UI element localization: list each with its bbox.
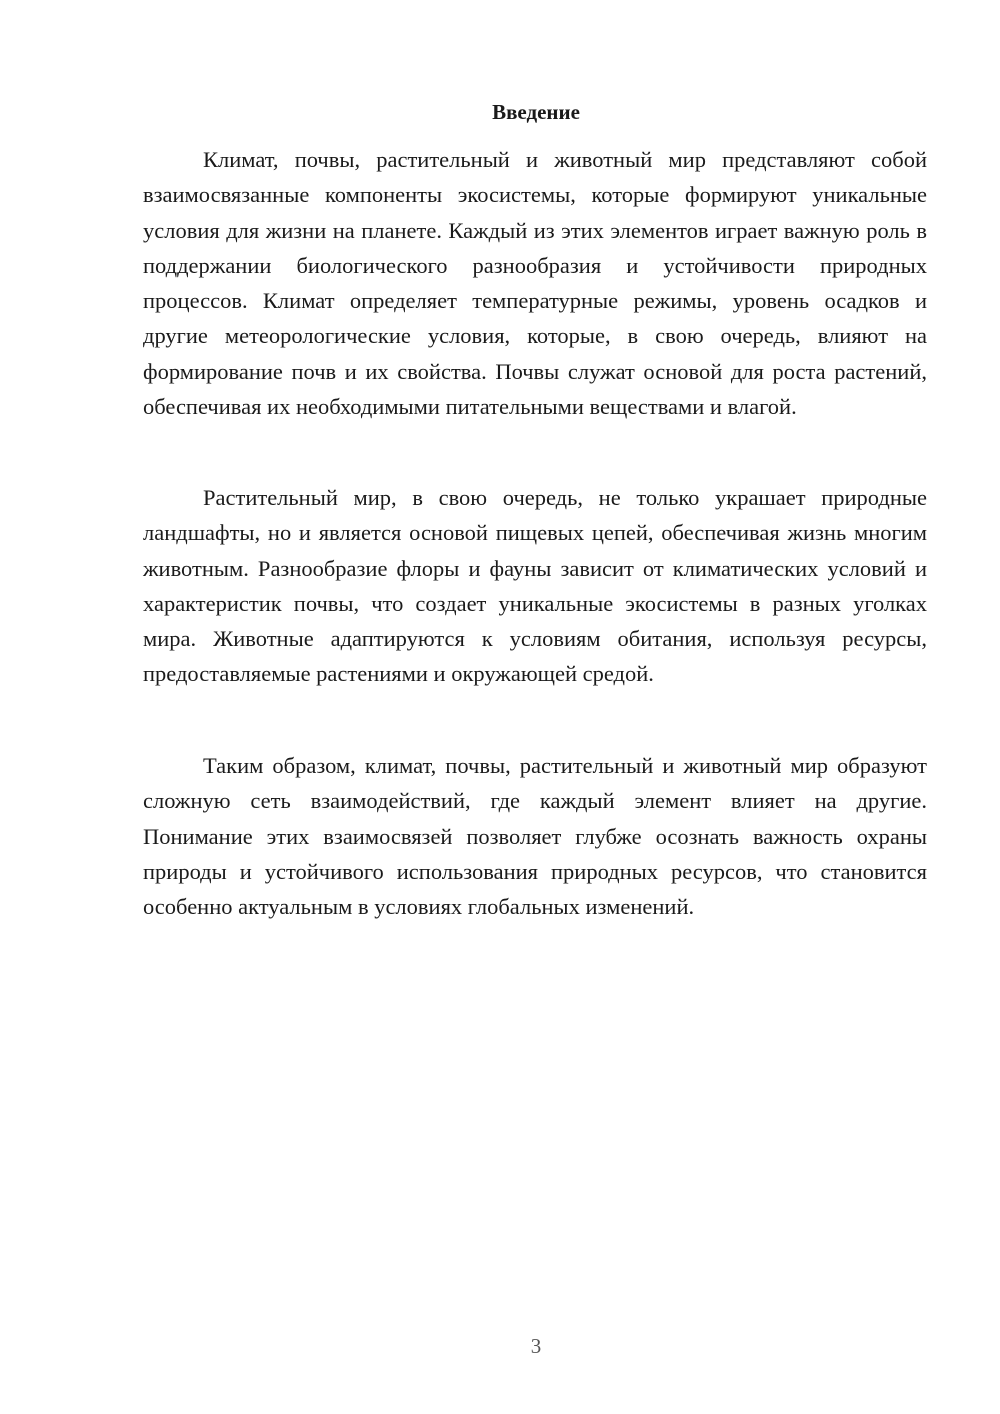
paragraph-conclusion: Таким образом, климат, почвы, растительный и животный мир образуют сложную сеть взаимодействий, где каждый элемент влияет на другие. Понимание этих взаимосвязей позволяет глубже осознать важность охраны природы и устойчивого использования природных ресурсов, что становится особенно актуальным в условиях глобальных изменений. — [143, 753, 927, 920]
paragraph-flora: Растительный мир, в свою очередь, не только украшает природные ландшафты, но и является основой пищевых цепей, обеспечивая жизнь многим животным. Разнообразие флоры и фауны зависит от климатических условий и характеристик почвы, что создает уникальные экосистемы в разных уголках мира. Животные адаптируются к условиям обитания, используя ресурсы, предоставляемые растениями и окружающей средой. — [143, 485, 927, 687]
paragraph-climate: Климат, почвы, растительный и животный мир представляют собой взаимосвязанные компоненты экосистемы, которые формируют уникальные условия для жизни на планете. Каждый из этих элементов играет важную роль в поддержании биологического разнообразия и устойчивости природных процессов. Климат определяет температурные режимы, уровень осадков и другие метеорологические условия, которые, в свою очередь, влияют на формирование почв и их свойства. Почвы служат основой для роста растений, обеспечивая их необходимыми питательными веществами и влагой. — [143, 147, 927, 420]
page-title: Введение — [492, 100, 580, 124]
page-number: 3 — [530, 1334, 542, 1358]
